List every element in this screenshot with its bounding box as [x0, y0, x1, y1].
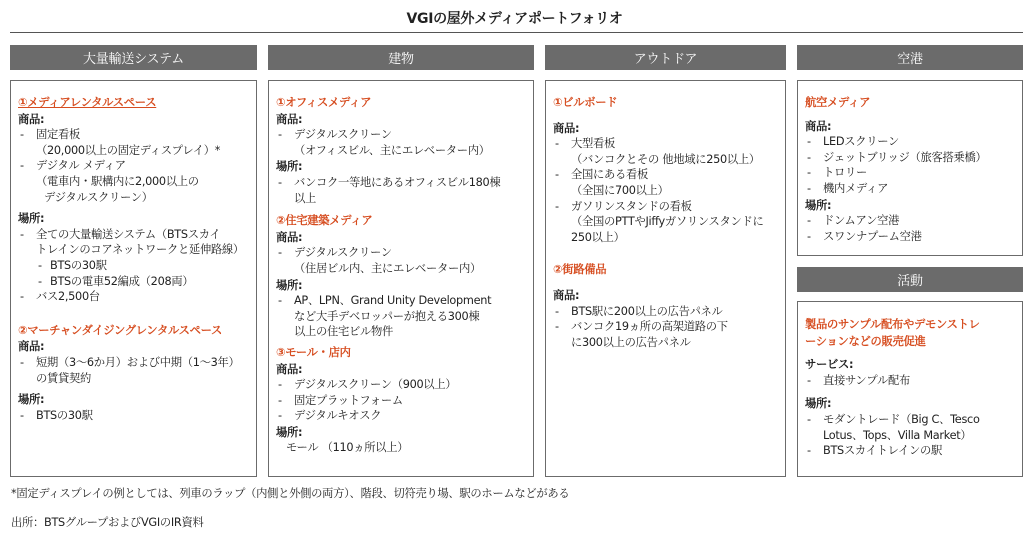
- activity-panel: [797, 301, 1023, 477]
- place-label: 場所:: [18, 393, 45, 407]
- section-media-rental-space: ①メディアレンタルスペース: [18, 96, 157, 109]
- list-item-detail: （全国のPTTやJiffyガソリンスタンドに: [571, 215, 764, 229]
- place-label: 場所:: [18, 212, 45, 226]
- list-item-detail: デジタルスクリーン）: [44, 190, 153, 204]
- section-office-media: ①オフィスメディア: [276, 96, 372, 109]
- service-label: サービス:: [805, 358, 854, 372]
- list-item: - デジタルスクリーン: [276, 245, 527, 261]
- header-activity: 活動: [797, 267, 1023, 292]
- section-mall-in-store: ③モール・店内: [276, 345, 351, 359]
- header-outdoor: アウトドア: [545, 45, 786, 70]
- section-aviation-media: 航空メディア: [805, 96, 871, 109]
- list-item: - 固定プラットフォーム: [276, 393, 527, 409]
- place-label: 場所:: [276, 278, 303, 292]
- products-label: 商品:: [276, 362, 303, 376]
- section-street-furniture: ②街路備品: [553, 263, 607, 277]
- list-item: - BTSスカイトレインの駅: [805, 443, 1016, 459]
- list-item: - バス2,500台: [18, 289, 250, 305]
- place-label: 場所:: [276, 160, 303, 174]
- list-item: - BTS駅に200以上の広告パネル: [553, 304, 779, 320]
- list-item-detail: Lotus、Tops、Villa Market）: [823, 428, 972, 442]
- list-item: - ガソリンスタンドの看板: [553, 199, 779, 215]
- list-item: - デジタルキオスク: [276, 408, 527, 424]
- list-item-detail: など大手デベロッパーが抱える300棟: [294, 309, 480, 323]
- list-item: - スワンナプーム空港: [805, 229, 1016, 245]
- list-item-detail: （20,000以上の固定ディスプレイ）*: [36, 143, 221, 157]
- place-label: 場所:: [276, 425, 303, 439]
- place-label: 場所:: [805, 397, 832, 411]
- place-label: 場所:: [805, 198, 832, 212]
- list-item: - BTSの30駅: [18, 408, 250, 424]
- list-item: - デジタル メディア: [18, 158, 250, 174]
- list-item-detail: （住居ビル内、主にエレベーター内）: [294, 261, 481, 275]
- source-note: 出所：BTSグループおよびVGIのIR資料: [11, 516, 204, 529]
- header-airport: 空港: [797, 45, 1023, 70]
- list-item: - モダントレード（Big C、Tesco: [805, 412, 1016, 428]
- products-label: 商品:: [276, 112, 303, 126]
- outdoor-panel: [545, 80, 786, 477]
- list-item: - デジタルスクリーン: [276, 127, 527, 143]
- list-item: - 固定看板: [18, 127, 250, 143]
- list-item-detail: に300以上の広告パネル: [571, 335, 691, 349]
- list-item-detail: 以上: [294, 191, 316, 205]
- list-item-detail: 以上の住宅ビル物件: [294, 325, 393, 339]
- list-item: - 大型看板: [553, 136, 779, 152]
- products-label: 商品:: [553, 121, 580, 135]
- list-item-detail: （バンコクとその 他地域に250以上）: [571, 152, 760, 166]
- header-mass-transit: 大量輸送システム: [10, 45, 257, 70]
- section-sales-promotion-cont: ーションなどの販売促進: [805, 334, 926, 348]
- list-item: モール （110ヵ所以上）: [286, 441, 409, 455]
- building-panel: [268, 80, 534, 477]
- list-item: - 短期（3～6か月）および中期（1～3年）: [18, 355, 250, 371]
- list-item: - バンコク19ヵ所の高架道路の下: [553, 319, 779, 335]
- section-residential-media: ②住宅建築メディア: [276, 214, 373, 228]
- list-item: - AP、LPN、Grand Unity Development: [276, 293, 527, 309]
- section-merchandising-rental-space: ②マーチャンダイジングレンタルスペース: [18, 323, 223, 337]
- list-item: - バンコク一等地にあるオフィスビル180棟: [276, 175, 527, 191]
- section-billboard: ①ビルボード: [553, 96, 618, 109]
- section-sales-promotion: 製品のサンプル配布やデモンストレ: [805, 318, 980, 331]
- products-label: 商品:: [553, 288, 580, 302]
- list-item: - トロリー: [805, 165, 1016, 181]
- list-item: - 機内メディア: [805, 181, 1016, 197]
- products-label: 商品:: [18, 112, 45, 126]
- list-item-detail: （全国に700以上）: [571, 183, 669, 197]
- list-item: - 直接サンプル配布: [805, 373, 1016, 389]
- footnote: *固定ディスプレイの例としては、列車のラップ（内側と外側の両方）、階段、切符売り場、駅のホームなどがある: [11, 487, 570, 500]
- sub-list-item: - BTSの30駅: [18, 258, 250, 274]
- list-item-detail: の賃貸契約: [36, 371, 91, 385]
- products-label: 商品:: [276, 230, 303, 244]
- list-item: - ジェットブリッジ（旅客搭乗橋）: [805, 150, 1016, 166]
- page-title: VGIの屋外メディアポートフォリオ: [406, 11, 623, 27]
- header-building: 建物: [268, 45, 534, 70]
- list-item-detail: 250以上）: [571, 230, 625, 244]
- sub-list-item: - BTSの電車52編成（208両）: [18, 274, 250, 290]
- list-item-detail: （電車内・駅構内に2,000以上の: [36, 174, 199, 188]
- title-divider: [10, 32, 1023, 33]
- list-item-detail: （オフィスビル、主にエレベーター内）: [294, 143, 490, 157]
- list-item: - 全国にある看板: [553, 167, 779, 183]
- list-item: - LEDスクリーン: [805, 134, 1016, 150]
- list-item: - 全ての大量輸送システム（BTSスカイ: [18, 227, 250, 243]
- products-label: 商品:: [805, 119, 832, 133]
- list-item: - ドンムアン空港: [805, 213, 1016, 229]
- mass-transit-panel: [10, 80, 257, 477]
- products-label: 商品:: [18, 340, 45, 354]
- airport-panel: [797, 80, 1023, 256]
- list-item-detail: トレインのコアネットワークと延伸路線）: [36, 243, 244, 257]
- list-item: - デジタルスクリーン（900以上）: [276, 377, 527, 393]
